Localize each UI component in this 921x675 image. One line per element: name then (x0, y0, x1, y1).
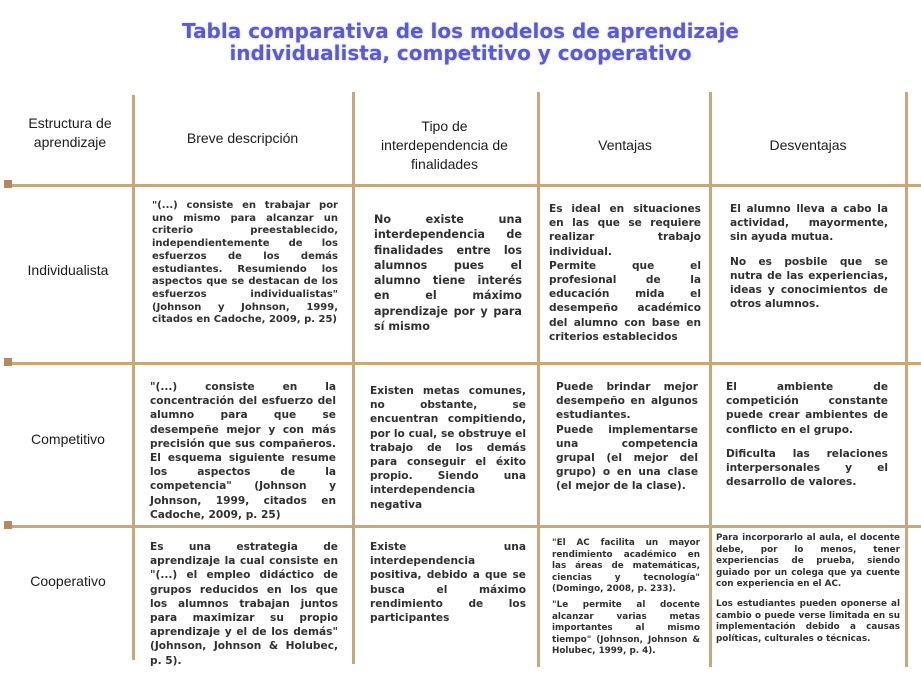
row-marker (4, 358, 12, 366)
descripcion-competitivo: "(...) consiste en la concentración del esfuerzo del alumno para que se desempeñe mejor y con más precisión que sus compañeros. El esquema siguiente resume los aspectos de la competencia" (Johnson y Johnson, 1999, citados en Cadoche, 2009, p. 25) (150, 381, 336, 521)
title-line-2: individualista, competitivo y cooperativo (229, 41, 692, 65)
row-label-competitivo: Competitivo (31, 431, 105, 447)
header-tipo: Tipo de interdependencia de finalidades (381, 117, 508, 172)
row-label-cooperativo: Cooperativo (30, 573, 106, 589)
ventaja-item: Es ideal en situaciones en las que se requiere realizar trabajo individual. (549, 203, 701, 258)
ventaja-item: Puede brindar mejor desempeño en algunos estudiantes. (556, 381, 698, 422)
column-divider (709, 92, 712, 667)
desventajas-individualista (730, 202, 888, 311)
column-divider (905, 92, 908, 667)
tipo-competitivo: Existen metas comunes, no obstante, se encuentran compitiendo, por lo cual, se obstruye el trabajo de los demás para conseguir el éxito propio. Siendo una interdependencia negativa (370, 385, 526, 511)
row2-divider (4, 525, 921, 528)
desventaja-item: El ambiente de competición constante puede crear ambientes de conflicto en el grupo. (726, 381, 888, 436)
title-line-1: Tabla comparativa de los modelos de aprendizaje (182, 19, 739, 43)
desventajas-competitivo (726, 380, 888, 489)
descripcion-individualista: "(...) consiste en trabajar por uno mismo para alcanzar un criterio preestablecido, independientemente de los esfuerzos de los demás estudiantes. Resumiendo los aspectos que se destacan de los esfuerzos individualistas" (Johnson y Johnson, 1999, citados en Cadoche, 2009, p. 25) (152, 200, 338, 326)
ventajas-cooperativo (552, 538, 700, 658)
tipo-individualista: No existe una interdependencia de finalidades entre los alumnos pues el alumno tiene interés en el máximo aprendizaje por y para sí mismo (374, 213, 522, 334)
page-title (0, 20, 921, 64)
desventajas-cooperativo (716, 533, 900, 645)
row-label-individualista: Individualista (27, 262, 109, 278)
column-divider (537, 92, 540, 667)
header-descripcion: Breve descripción (186, 129, 299, 146)
row-marker (4, 521, 12, 529)
ventajas-individualista (549, 202, 701, 344)
ventaja-item: "El AC facilita un mayor rendimiento académico en las áreas de matemáticas, ciencias y tecnología" (Domingo, 2008, p. 233). (552, 538, 700, 595)
header-estructura: Estructura de aprendizaje (28, 115, 112, 150)
column-divider (132, 95, 135, 660)
ventaja-item: Puede implementarse una competencia grupal (el mejor del grupo) o en una clase (el mejor de la clase). (556, 423, 698, 493)
tipo-cooperativo: Existe una interdependencia positiva, debido a que se busca el máximo rendimiento de los participantes (370, 541, 526, 625)
row1-divider (4, 362, 921, 365)
header-divider (4, 184, 921, 187)
desventaja-item: Para incorporarlo al aula, el docente debe, por lo menos, tener experiencias de prueba, siendo guiado por un colega que ya cuente con experiencia en el AC. (716, 533, 900, 590)
header-desventajas: Desventajas (769, 136, 847, 153)
ventaja-item: Permite que el profesional de la educación mida el desempeño académico del alumno con base en criterios establecidos (549, 259, 701, 343)
row-marker (4, 180, 12, 188)
descripcion-cooperativo: Es una estrategia de aprendizaje la cual consiste en "(...) el empleo didáctico de grupos reducidos en los que los alumnos trabajan juntos para maximizar su propio aprendizaje y el de los demás" (Johnson, Johnson & Holubec, p. 5). (150, 541, 338, 667)
desventaja-item: Los estudiantes pueden oponerse al cambio o puede verse limitada en su implementación debido a causas políticas, culturales o técnicas. (716, 598, 900, 644)
column-divider (352, 92, 355, 664)
desventaja-item: Dificulta las relaciones interpersonales y el desarrollo de valores. (726, 447, 888, 489)
header-ventajas: Ventajas (598, 136, 652, 153)
ventaja-item: "Le permite al docente alcanzar varias metas importantes al mismo tiempo" (Johnson, Johnson & Holubec, 1999, p. 4). (552, 599, 700, 657)
desventaja-item: No es posbile que se nutra de las experiencias, ideas y conocimientos de otros alumnos. (730, 255, 888, 311)
ventajas-competitivo (556, 380, 698, 494)
desventaja-item: El alumno lleva a cabo la actividad, mayormente, sin ayuda mutua. (730, 203, 888, 244)
